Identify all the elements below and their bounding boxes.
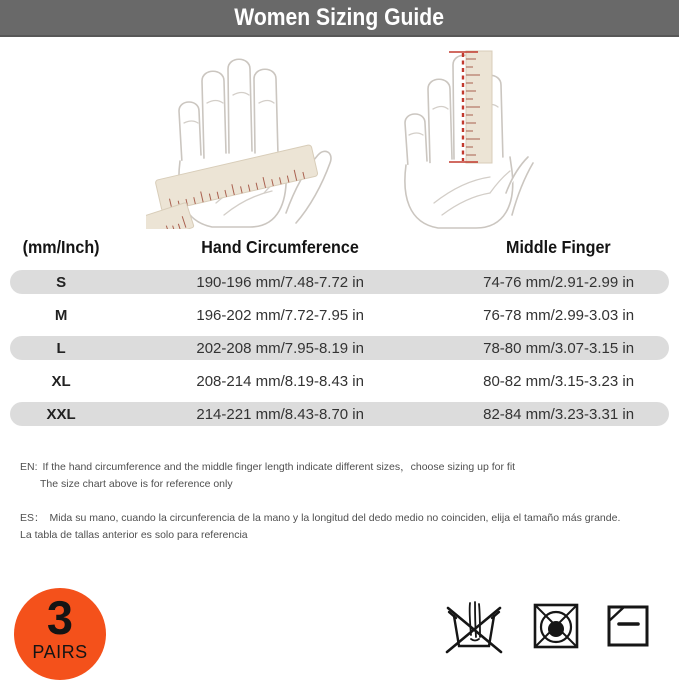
- note-english-text1: If the hand circumference and the middle finger length indicate different sizes，choose sizing up for fit: [42, 461, 516, 473]
- table-row-xl: [10, 369, 669, 393]
- hand-circumference-value: 214-221 mm/8.43-8.70 in: [196, 405, 364, 423]
- note-spanish-line2: [0, 527, 679, 544]
- middle-finger-illustration: [394, 43, 534, 229]
- header-size-unit: (mm/Inch): [22, 237, 100, 257]
- do-not-tumble-dry-icon: [531, 601, 581, 651]
- size-label: XXL: [46, 405, 76, 423]
- size-table: [10, 234, 669, 426]
- hand-circumference-value: 208-214 mm/8.19-8.43 in: [196, 372, 364, 390]
- page-header: [0, 0, 679, 37]
- care-instruction-icons: [441, 598, 651, 654]
- note-english: [0, 459, 679, 493]
- size-label: M: [54, 306, 68, 324]
- measurement-illustrations: [0, 37, 679, 233]
- pairs-count-number: 3: [46, 591, 74, 644]
- note-english-label: EN:: [20, 461, 38, 473]
- note-spanish-text2: La tabla de tallas anterior es solo para referencia: [20, 529, 248, 541]
- table-row-xxl: [10, 402, 669, 426]
- do-not-wash-icon: [441, 597, 507, 655]
- hand-circumference-illustration: [146, 43, 346, 229]
- middle-finger-value: 82-84 mm/3.23-3.31 in: [483, 405, 635, 423]
- pairs-count-unit: PAIRS: [32, 642, 88, 662]
- hand-circumference-value: 190-196 mm/7.48-7.72 in: [196, 273, 364, 291]
- hand-circumference-value: 202-208 mm/7.95-8.19 in: [196, 339, 364, 357]
- size-label: S: [56, 273, 67, 291]
- header-hand-circumference: Hand Circumference: [201, 237, 359, 257]
- middle-finger-value: 78-80 mm/3.07-3.15 in: [483, 339, 635, 357]
- note-spanish-label: ES：: [20, 512, 45, 524]
- middle-finger-value: 76-78 mm/2.99-3.03 in: [483, 306, 635, 324]
- page-title: Women Sizing Guide: [234, 3, 445, 31]
- pairs-count-badge: [14, 588, 106, 680]
- note-english-text2: The size chart above is for reference only: [40, 478, 233, 490]
- dry-flat-in-shade-icon: [605, 603, 651, 649]
- note-spanish-text1: Mida su mano, cuando la circunferencia de la mano y la longitud del dedo medio no coinciden, elija el tamaño más grande.: [49, 512, 621, 524]
- note-english-line2: [0, 476, 679, 493]
- note-english-line1: [0, 459, 679, 476]
- table-row-m: [10, 303, 669, 327]
- note-spanish: [0, 510, 679, 544]
- hand-circumference-value: 196-202 mm/7.72-7.95 in: [196, 306, 364, 324]
- size-table-header-row: [10, 234, 669, 261]
- note-spanish-line1: [0, 510, 679, 527]
- middle-finger-value: 80-82 mm/3.15-3.23 in: [483, 372, 635, 390]
- table-row-s: [10, 270, 669, 294]
- header-middle-finger: Middle Finger: [506, 237, 611, 257]
- table-row-l: [10, 336, 669, 360]
- size-label: XL: [51, 372, 71, 390]
- middle-finger-value: 74-76 mm/2.91-2.99 in: [483, 273, 635, 291]
- size-label: L: [56, 339, 66, 357]
